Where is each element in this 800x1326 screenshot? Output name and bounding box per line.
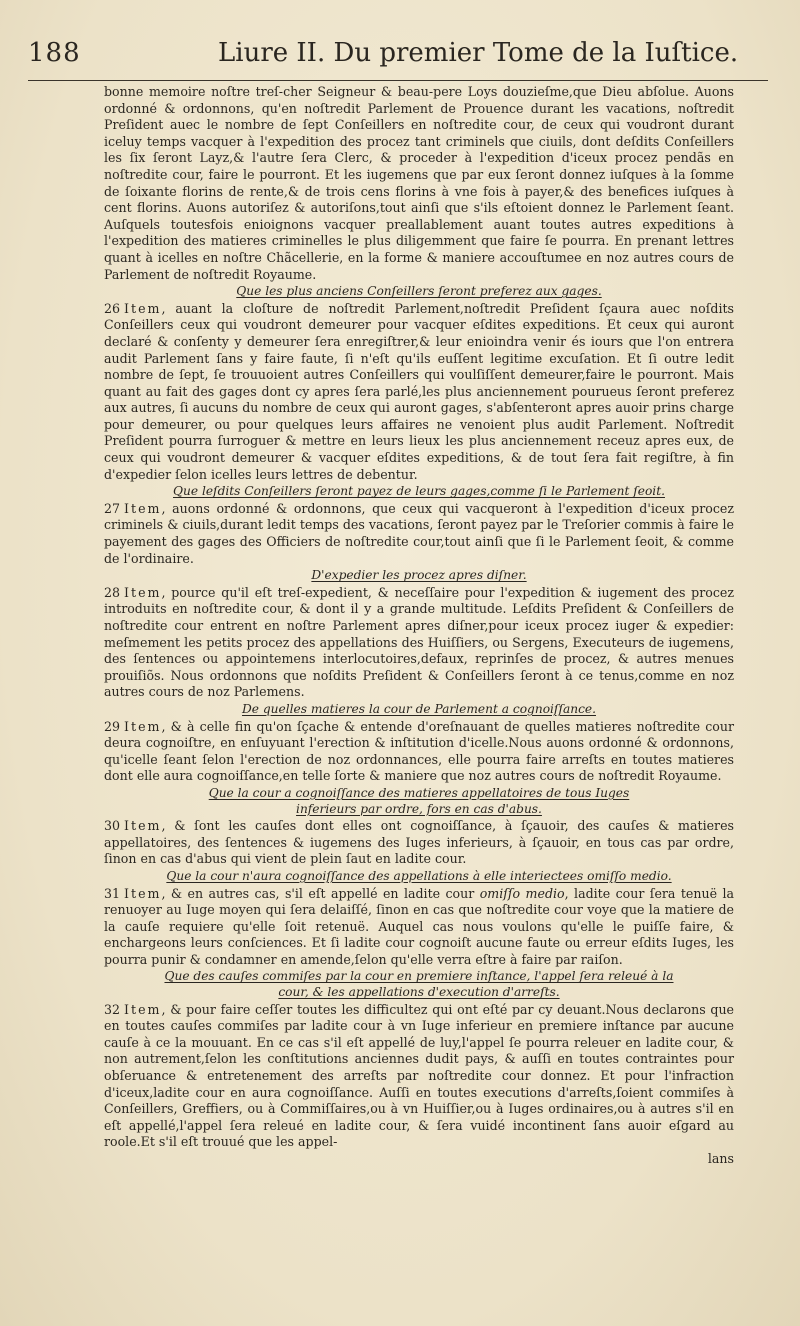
item-word: Item bbox=[124, 300, 162, 316]
section-heading-29 bbox=[104, 702, 734, 718]
heading-text: Que leſdits Conſeillers ſeront payez de leurs gages,comme ſi le Parlement ſeoit. bbox=[173, 484, 665, 499]
section-heading-30 bbox=[104, 786, 734, 817]
article-number: 32 bbox=[104, 1001, 121, 1017]
article-number: 29 bbox=[104, 718, 121, 734]
article-text: & à celle fin qu'on ſçache & entende d'oreſnauant de quelles matieres noſtredite cour deura cognoiſtre, en enſuyuant l'erection & inſtitution d'icelle.Nous auons ordonné & ordonnons, qu'icelle ſeant ſelon l'erection de noz ordonnances, elle pourra faire arreſts en toutes matieres dont elle aura cognoiſſance,en telle ſorte & maniere que noz autres cours de noſtredit Royaume. bbox=[104, 718, 734, 784]
item-word: Item bbox=[124, 818, 162, 834]
paragraph-continuation: bonne memoire noſtre treſ-cher Seigneur & beau-pere Loys douzieſme,que Dieu abſolue. Auons ordonné & ordonnons, qu'en noſtredit Parlement de Prouence durant les vacations, noſtredit Preſident auec le nombre de ſept Conſeillers en noſtredite cour, de ceux qui voudront durant iceluy temps vacquer à l'expedition des procez tant criminels que ciuils, dont deſdits Conſeillers les ſix ſeront Layz,& l'autre ſera Clerc, & proceder à l'expedition d'iceux procez pendãs en noſtredite cour, faire le pourront. Et les iugemens que par eux ſeront donnez iuſques à la ſomme de ſoixante florins de rente,& de trois cens florins à vne fois à payer,& des benefices iuſques à cent florins. Auons autoriſez & autoriſons,tout ainſi que s'ils eſtoient donnez le Parlement ſeant. Auſquels toutesfois enioignons vacquer preallablement auant toutes autres expeditions à l'expedition des matieres criminelles le plus diligemment que faire ſe pourra. En prenant lettres quant à icelles en noſtre Chãcellerie, en la forme & maniere accouſtumee en noz autres cours de Parlement de noſtredit Royaume. bbox=[104, 84, 734, 282]
heading-text-line2: inferieurs par ordre, fors en cas d'abus. bbox=[296, 801, 542, 816]
article-26: 26 Item, auant la cloſture de noſtredit Parlement,noſtredit Preſident ſçaura auec noſdits Conſeillers ceux qui voudront demeurer pour vacquer eſdites expeditions. Et ceux qui auront declaré & conſenty y demeurer ſera enregiſtrer,& leur enioindra venir és iours que l'on entrera audit Parlement ſans y faire faute, ſi n'eſt qu'ils euſſent legitime excuſation. Et ſi outre ledit nombre de ſept, ſe trouuoient autres Conſeillers qui voulſiſſent demeurer,faire le pourront. Mais quant au fait des gages dont cy apres ſera parlé,les plus anciennement pourueus ſeront preferez aux autres, ſi aucuns du nombre de ceux qui auront gages, s'abſenteront apres auoir prins charge pour demeurer, ou pour quelques leurs affaires ne venoient plus audit Parlement. Noſtredit Preſident pourra ſurroguer & mettre en leurs lieux les plus anciennement receuz apres eux, de ceux qui voudront demeurer & vacquer eſdites expeditions, & de tout ſera fait regiſtre, à fin d'expedier ſelon icelles leurs lettres de debentur. bbox=[104, 300, 734, 482]
article-text: auons ordonné & ordonnons, que ceux qui vacqueront à l'expedition d'iceux procez criminels & ciuils,durant ledit temps des vacations, ſeront payez par le Treſorier commis à faire le payement des gages des Officiers de noſtredite cour,tout ainſi que ſi le Parlement ſeoit, & comme de l'ordinaire. bbox=[104, 500, 734, 566]
heading-text: D'expedier les procez apres diſner. bbox=[311, 568, 527, 583]
article-29: 29 Item, & à celle fin qu'on ſçache & entende d'oreſnauant de quelles matieres noſtredite cour deura cognoiſtre, en enſuyuant l'erection & inſtitution d'icelle.Nous auons ordonné & ordonnons, qu'icelle ſeant ſelon l'erection de noz ordonnances, elle pourra faire arreſts en toutes matieres dont elle aura cognoiſſance,en telle ſorte & maniere que noz autres cours de noſtredit Royaume. bbox=[104, 718, 734, 784]
heading-text-line1: Que la cour a cognoiſſance des matieres appellatoires de tous Iuges bbox=[208, 785, 630, 800]
heading-text-line1: Que des cauſes commiſes par la cour en premiere inſtance, l'appel ſera releué à la bbox=[164, 969, 674, 984]
section-heading-31 bbox=[104, 869, 734, 885]
heading-text: Que la cour n'aura cognoiſſance des appellations à elle interiectees omiſſo medio. bbox=[166, 868, 672, 883]
article-27: 27 Item, auons ordonné & ordonnons, que ceux qui vacqueront à l'expedition d'iceux procez criminels & ciuils,durant ledit temps des vacations, ſeront payez par le Treſorier commis à faire le payement des gages des Officiers de noſtredite cour,tout ainſi que ſi le Parlement ſeoit, & comme de l'ordinaire. bbox=[104, 500, 734, 566]
article-number: 28 bbox=[104, 584, 121, 600]
body-text bbox=[104, 84, 734, 1168]
catchword: lans bbox=[707, 1151, 734, 1166]
page-header bbox=[28, 38, 768, 81]
article-number: 30 bbox=[104, 818, 121, 834]
article-text-cont: , ladite cour ſera tenuë la renuoyer au Iuge moyen qui ſera delaiſſé, ſinon en cas que noſtredite cour voye que la matiere de la cauſe requiere qu'elle ſoit retenuë. Auquel cas nous voulons qu'elle le puiſſe faire, & enchargeons leurs conſciences. Et ſi ladite cour cognoiſt aucune faute ou erreur eſdits Iuges, les pourra punir & condamner en amende,ſelon qu'elle verra eſtre à faire par raiſon. bbox=[104, 885, 734, 967]
article-number: 26 bbox=[104, 300, 121, 316]
section-heading-28 bbox=[104, 568, 734, 584]
latin-phrase: omiſſo medio bbox=[479, 885, 565, 901]
item-word: Item bbox=[124, 885, 162, 901]
section-heading-27 bbox=[104, 484, 734, 500]
article-31: 31 Item, & en autres cas, s'il eſt appellé en ladite cour omiſſo medio, ladite cour ſera tenuë la renuoyer au Iuge moyen qui ſera delaiſſé, ſinon en cas que noſtredite cour voye que la matiere de la cauſe requiere qu'elle ſoit retenuë. Auquel cas nous voulons qu'elle le puiſſe faire, & enchargeons leurs conſciences. Et ſi ladite cour cognoiſt aucune faute ou erreur eſdits Iuges, les pourra punir & condamner en amende,ſelon qu'elle verra eſtre à faire par raiſon. bbox=[104, 885, 734, 967]
article-32: 32 Item, & pour faire ceſſer toutes les difficultez qui ont eſté par cy deuant.Nous declarons que en toutes cauſes commiſes par ladite cour à vn Iuge inferieur en premiere inſtance par aucune cauſe à ce la mouuant. En ce cas s'il eſt appellé de luy,l'appel ſe pourra releuer en ladite cour, & non autrement,ſelon les conſtitutions anciennes dudit pays, & auſſi en toutes contraintes pour obſeruance & entretenement des arreſts par noſtredite cour donnez. Et pour l'infraction d'iceux,ladite cour en aura cognoiſſance. Auſſi en toutes executions d'arreſts,ſoient commiſes à Conſeillers, Greffiers, ou à Commiſſaires,ou à vn Huiſſier,ou à Iuges ordinaires,ou à autres s'il en eſt appellé,l'appel ſera releué en ladite cour, & ſera vuidé incontinent ſans auoir eſgard au roole.Et s'il eſt trouué que les appel- bbox=[104, 1001, 735, 1150]
section-heading-26 bbox=[104, 284, 734, 300]
article-number: 27 bbox=[104, 500, 121, 516]
article-30: 30 Item, & ſont les cauſes dont elles ont cognoiſſance, à ſçauoir, des cauſes & matieres appellatoires, des ſentences & iugemens des Iuges inferieurs, à ſçauoir, en tous cas par ordre, ſinon en cas d'abus qui vient de plein ſaut en ladite cour. bbox=[104, 818, 734, 867]
heading-text: De quelles matieres la cour de Parlement a cognoiſſance. bbox=[242, 701, 596, 716]
item-word: Item bbox=[124, 718, 162, 734]
article-28: 28 Item, pource qu'il eſt treſ-expedient, & neceſſaire pour l'expedition & iugement des procez introduits en noſtredite cour, & dont il y a grande multitude. Leſdits Preſident & Conſeillers de noſtredite cour entrent en noſtre Parlement apres diſner,pour iceux procez iuger & expedier: meſmement les petits procez des appellations des Huiſſiers, ou Sergens, Executeurs de iugemens, des ſentences ou appointemens interlocutoires,defaux, reprinſes de procez, & autres menues prouiſiõs. Nous ordonnons que noſdits Preſident & Conſeillers ſeront à ce tenus,comme en noz autres cours de noz Parlemens. bbox=[104, 584, 734, 700]
heading-text: Que les plus anciens Conſeillers ſeront preferez aux gages. bbox=[236, 284, 602, 299]
page-number: 188 bbox=[28, 38, 81, 68]
section-heading-32 bbox=[104, 969, 734, 1000]
article-text: & ſont les cauſes dont elles ont cognoiſſance, à ſçauoir, des cauſes & matieres appellatoires, des ſentences & iugemens des Iuges inferieurs, à ſçauoir, en tous cas par ordre, ſinon en cas d'abus qui vient de plein ſaut en ladite cour. bbox=[104, 818, 734, 867]
item-word: Item bbox=[124, 1001, 162, 1017]
running-head: Liure II. Du premier Tome de la Iuſtice. bbox=[218, 38, 739, 68]
article-text: pource qu'il eſt treſ-expedient, & neceſſaire pour l'expedition & iugement des procez introduits en noſtredite cour, & dont il y a grande multitude. Leſdits Preſident & Conſeillers de noſtredite cour entrent en noſtre Parlement apres diſner,pour iceux procez iuger & expedier: meſmement les petits procez des appellations des Huiſſiers, ou Sergens, Executeurs de iugemens, des ſentences ou appointemens interlocutoires,defaux, reprinſes de procez, & autres menues prouiſiõs. Nous ordonnons que noſdits Preſident & Conſeillers ſeront à ce tenus,comme en noz autres cours de noz Parlemens. bbox=[104, 584, 734, 700]
article-text: & en autres cas, s'il eſt appellé en ladite cour bbox=[170, 885, 480, 901]
item-word: Item bbox=[124, 500, 162, 516]
heading-text-line2: cour, & les appellations d'execution d'arreſts. bbox=[278, 985, 560, 1000]
article-text: auant la cloſture de noſtredit Parlement,noſtredit Preſident ſçaura auec noſdits Conſeillers ceux qui voudront demeurer pour vacquer eſdites expeditions. Et ceux qui auront declaré & conſenty y demeurer ſera enregiſtrer,& leur enioindra venir és iours que l'on entrera audit Parlement ſans y faire faute, ſi n'eſt qu'ils euſſent legitime excuſation. Et ſi outre ledit nombre de ſept, ſe trouuoient autres Conſeillers qui voulſiſſent demeurer,faire le pourront. Mais quant au fait des gages dont cy apres ſera parlé,les plus anciennement pourueus ſeront preferez aux autres, ſi aucuns du nombre de ceux qui auront gages, s'abſenteront apres auoir prins charge pour demeurer, ou pour quelques leurs affaires ne venoient plus audit Parlement. Noſtredit Preſident pourra ſurroguer & mettre en leurs lieux les plus anciennement receuz apres eux, de ceux qui voudront demeurer & vacquer eſdites expeditions, & de tout ſera fait regiſtre, à fin d'expedier ſelon icelles leurs lettres de debentur. bbox=[104, 300, 734, 482]
article-number: 31 bbox=[104, 885, 121, 901]
article-text: & pour faire ceſſer toutes les difficultez qui ont eſté par cy deuant.Nous declarons que en toutes cauſes commiſes par ladite cour à vn Iuge inferieur en premiere inſtance par aucune cauſe à ce la mouuant. En ce cas s'il eſt appellé de luy,l'appel ſe pourra releuer en ladite cour, & non autrement,ſelon les conſtitutions anciennes dudit pays, & auſſi en toutes contraintes pour obſeruance & entretenement des arreſts par noſtredite cour donnez. Et pour l'infraction d'iceux,ladite cour en aura cognoiſſance. Auſſi en toutes executions d'arreſts,ſoient commiſes à Conſeillers, Greffiers, ou à Commiſſaires,ou à vn Huiſſier,ou à Iuges ordinaires,ou à autres s'il en eſt appellé,l'appel ſera releué en ladite cour, & ſera vuidé incontinent ſans auoir eſgard au roole.Et s'il eſt trouué que les appel- bbox=[104, 1001, 735, 1150]
item-word: Item bbox=[124, 584, 162, 600]
